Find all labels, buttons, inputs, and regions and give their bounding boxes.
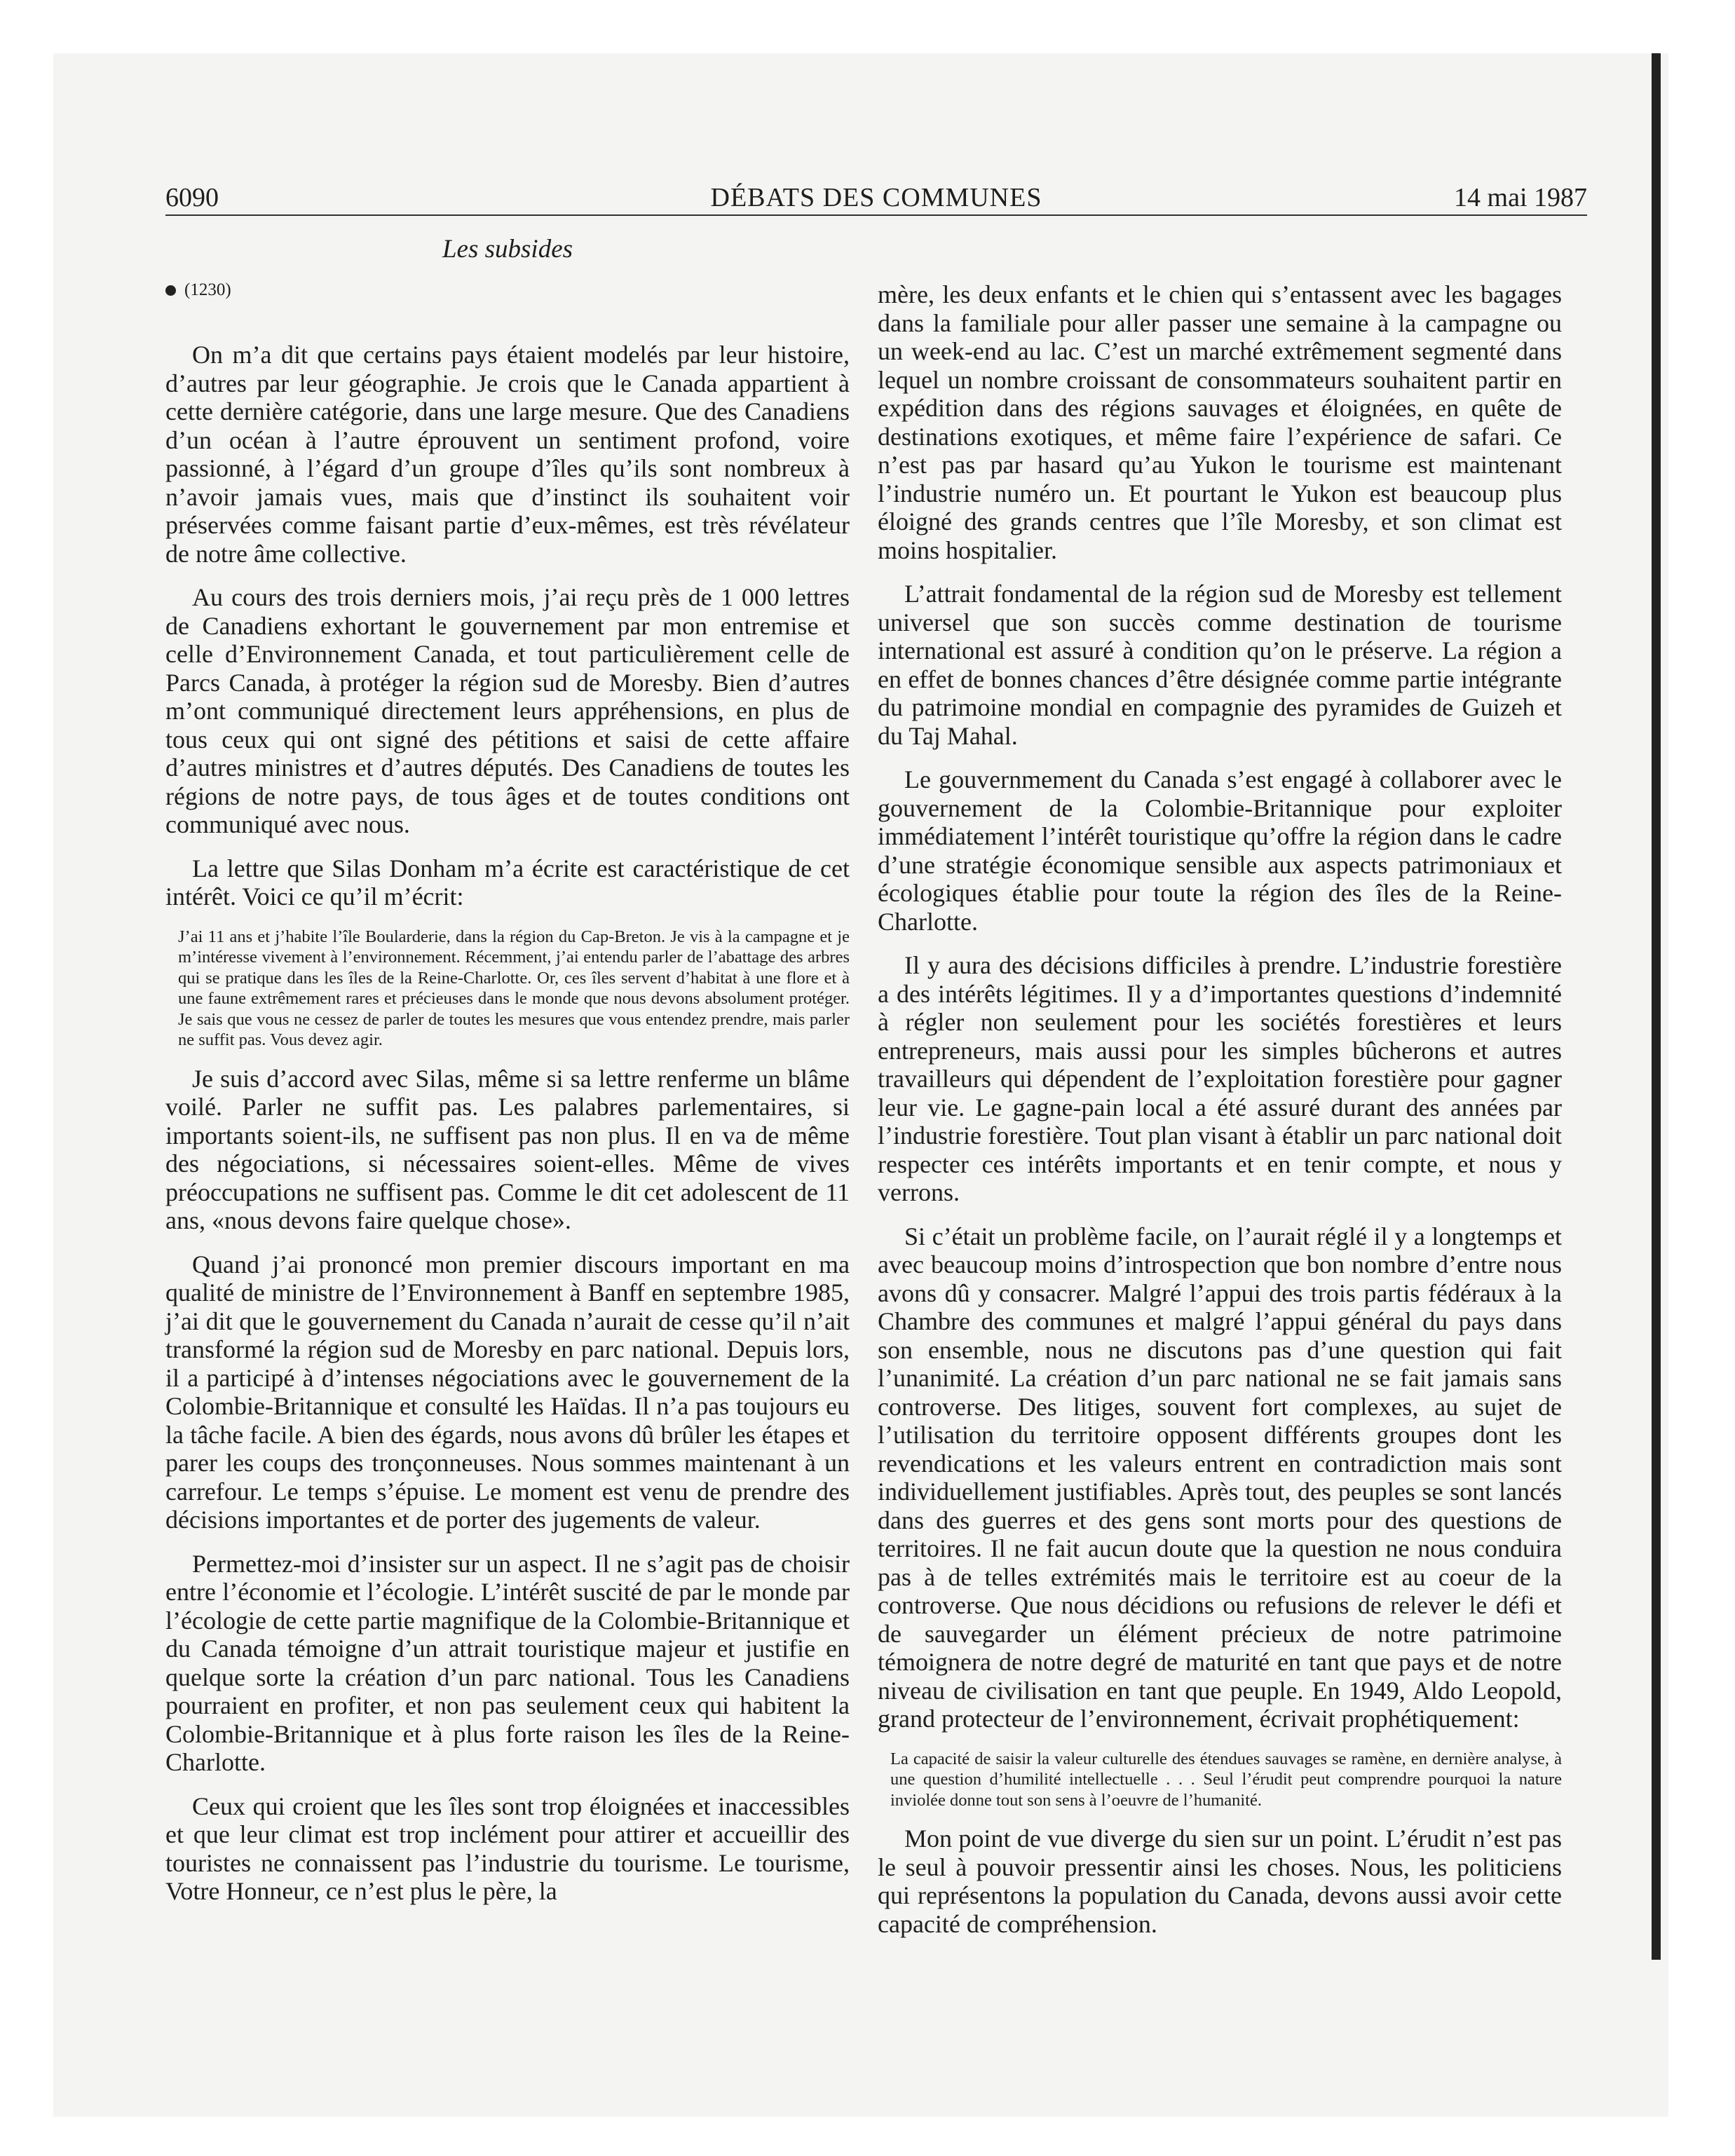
- paragraph: Quand j’ai prononcé mon premier discours important en ma qualité de ministre de l’Environnement à Banff en septembre 1985, j’ai dit que le gouvernement du Canada n’aurait de cesse qu’il n’ait transformé la région sud de Moresby en parc national. Depuis lors, il a participé à d’intenses négociations avec le gouvernement de la Colombie-Britannique et consulté les Haïdas. Il n’a pas toujours eu la tâche facile. A bien des égards, nous avons dû brûler les étapes et parer les coups des tronçonneuses. Nous sommes maintenant à un carrefour. Le temps s’épuise. Le moment est venu de prendre des décisions importantes et de porter des jugements de valeur.: [165, 1250, 850, 1534]
- right-column: [878, 280, 1562, 1953]
- header-date: 14 mai 1987: [1454, 183, 1587, 212]
- paragraph: On m’a dit que certains pays étaient modelés par leur histoire, d’autres par leur géographie. Je crois que le Canada appartient à cette dernière catégorie, dans une large mesure. Que des Canadiens d’un océan à l’autre éprouvent un sentiment profond, voire passionné, à l’égard d’un groupe d’îles qu’ils sont nombreux à n’avoir jamais vues, mais que d’instinct ils souhaitent voir préservées comme faisant partie d’eux-mêmes, est très révélateur de notre âme collective.: [165, 341, 850, 568]
- paragraph: Si c’était un problème facile, on l’aurait réglé il y a longtemps et avec beaucoup moins d’introspection que bon nombre d’entre nous avons dû y consacrer. Malgré l’appui des trois partis fédéraux à la Chambre des communes et malgré l’appui général du pays dans son ensemble, nous ne discutons pas d’une question qui fait l’unanimité. La création d’un parc national ne se fait jamais sans controverse. Des litiges, souvent fort complexes, au sujet de l’utilisation du territoire opposent différents groupes dont les revendications et les valeurs entrent en contradiction mais sont individuellement justifiables. Après tout, des peuples se sont lancés dans des guerres et des gens sont morts pour des questions de territoires. Il ne fait aucun doute que la question ne nous conduira pas à de telles extrémités mais le territoire est au coeur de la controverse. Que nous décidions ou refusions de relever le défi et de sauvegarder un élément précieux de notre patrimoine témoignera de notre degré de maturité en tant que pays et de notre niveau de civilisation en tant que peuple. En 1949, Aldo Leopold, grand protecteur de l’environnement, écrivait prophétiquement:: [878, 1222, 1562, 1733]
- paragraph: Le gouvernmement du Canada s’est engagé à collaborer avec le gouvernement de la Colombie-Britannique pour exploiter immédiatement l’intérêt touristique qu’offre la région dans le cadre d’une stratégie économique sensible aux aspects patrimoniaux et écologiques établie pour toute la région des îles de la Reine-Charlotte.: [878, 765, 1562, 936]
- page-number: 6090: [165, 183, 219, 212]
- publication-title: DÉBATS DES COMMUNES: [710, 183, 1042, 212]
- paragraph: La lettre que Silas Donham m’a écrite est caractéristique de cet intérêt. Voici ce qu’il m’écrit:: [165, 854, 850, 910]
- paragraph: Mon point de vue diverge du sien sur un point. L’érudit n’est pas le seul à pouvoir pressentir ainsi les choses. Nous, les politiciens qui représentons la population du Canada, devons aussi avoir cette capacité de compréhension.: [878, 1824, 1562, 1938]
- paragraph: Permettez-moi d’insister sur un aspect. Il ne s’agit pas de choisir entre l’économie et l’écologie. L’intérêt suscité de par le monde par l’écologie de cette partie magnifique de la Colombie-Britannique et du Canada témoigne d’un attrait touristique majeur et justifie en quelque sorte la création d’un parc national. Tous les Canadiens pourraient en profiter, et non pas seulement ceux qui habitent la Colombie-Britannique et à plus forte raison les îles de la Reine-Charlotte.: [165, 1549, 850, 1776]
- paragraph-continuation: mère, les deux enfants et le chien qui s’entassent avec les bagages dans la familiale pour aller passer une semaine à la campagne ou un week-end au lac. C’est un marché extrêmement segmenté dans lequel un nombre croissant de consommateurs souhaitent partir en expédition dans des régions sauvages et éloignées, en quête de destinations exotiques, et même faire l’expérience de safari. Ce n’est pas par hasard qu’au Yukon le tourisme est maintenant l’industrie numéro un. Et pourtant le Yukon est beaucoup plus éloigné des grands centres que l’île Moresby, et son climat est moins hospitalier.: [878, 280, 1562, 564]
- block-quote: La capacité de saisir la valeur culturelle des étendues sauvages se ramène, en dernière analyse, à une question d’humilité intellectuelle . . . Seul l’érudit peut comprendre pourquoi la nature inviolée donne tout son sens à l’oeuvre de l’humanité.: [890, 1749, 1562, 1810]
- page-header: [165, 181, 1587, 216]
- paragraph: Ceux qui croient que les îles sont trop éloignées et inaccessibles et que leur climat est trop inclément pour attirer et accueillir des touristes ne connaissent pas l’industrie du tourisme. Le tourisme, Votre Honneur, ce n’est plus le père, la: [165, 1792, 850, 1905]
- block-quote: J’ai 11 ans et j’habite l’île Boularderie, dans la région du Cap-Breton. Je vis à la campagne et je m’intéresse vivement à l’environnement. Récemment, j’ai entendu parler de l’abattage des arbres qui se pratique dans les îles de la Reine-Charlotte. Or, ces îles servent d’habitat à une flore et à une faune extrêmement rares et précieuses dans le monde que nous devons absolument protéger. Je sais que vous ne cessez de parler de toutes les mesures que vous entendez prendre, mais parler ne suffit pas. Vous devez agir.: [178, 927, 850, 1049]
- paragraph: Je suis d’accord avec Silas, même si sa lettre renferme un blâme voilé. Parler ne suffit pas. Les palabres parlementaires, si importants soient-ils, ne suffisent pas non plus. Il en va de même des négociations, si nécessaires soient-elles. Même de vives préoccupations ne suffisent pas. Comme le dit cet adolescent de 11 ans, «nous devons faire quelque chose».: [165, 1064, 850, 1234]
- left-column: [165, 341, 850, 1921]
- paragraph: Au cours des trois derniers mois, j’ai reçu près de 1 000 lettres de Canadiens exhortant le gouvernement par mon entremise et celle d’Environnement Canada, et tout particulièrement celle de Parcs Canada, à protéger la région sud de Moresby. Bien d’autres m’ont communiqué directement leurs appréhensions, en plus de tous ceux qui ont signé des pétitions et saisi de cette affaire d’autres ministres et d’autres députés. Des Canadiens de toutes les régions de notre pays, de tous âges et de toutes conditions ont communiqué avec nous.: [165, 583, 850, 838]
- timestamp-text: (1230): [184, 280, 231, 299]
- section-title: Les subsides: [442, 235, 573, 264]
- paragraph: Il y aura des décisions difficiles à prendre. L’industrie forestière a des intérêts légitimes. Il y a d’importantes questions d’indemnité à régler non seulement pour les sociétés forestières et leurs entrepreneurs, mais aussi pour les simples bûcherons et autres travailleurs qui dépendent de l’exploitation forestière pour gagner leur vie. Le gagne-pain local a été assuré durant des années par l’industrie forestière. Tout plan visant à établir un parc national doit respecter ces intérêts importants et en tenir compte, et nous y verrons.: [878, 951, 1562, 1206]
- scan-edge-bar: [1652, 53, 1661, 1960]
- paragraph: L’attrait fondamental de la région sud de Moresby est tellement universel que son succès comme destination de tourisme international est assuré à condition qu’on le préserve. La région a en effet de bonnes chances d’être désignée comme partie intégrante du patrimoine mondial en compagnie des pyramides de Guizeh et du Taj Mahal.: [878, 580, 1562, 750]
- time-marker: [165, 278, 231, 303]
- bullet-icon: [165, 285, 176, 296]
